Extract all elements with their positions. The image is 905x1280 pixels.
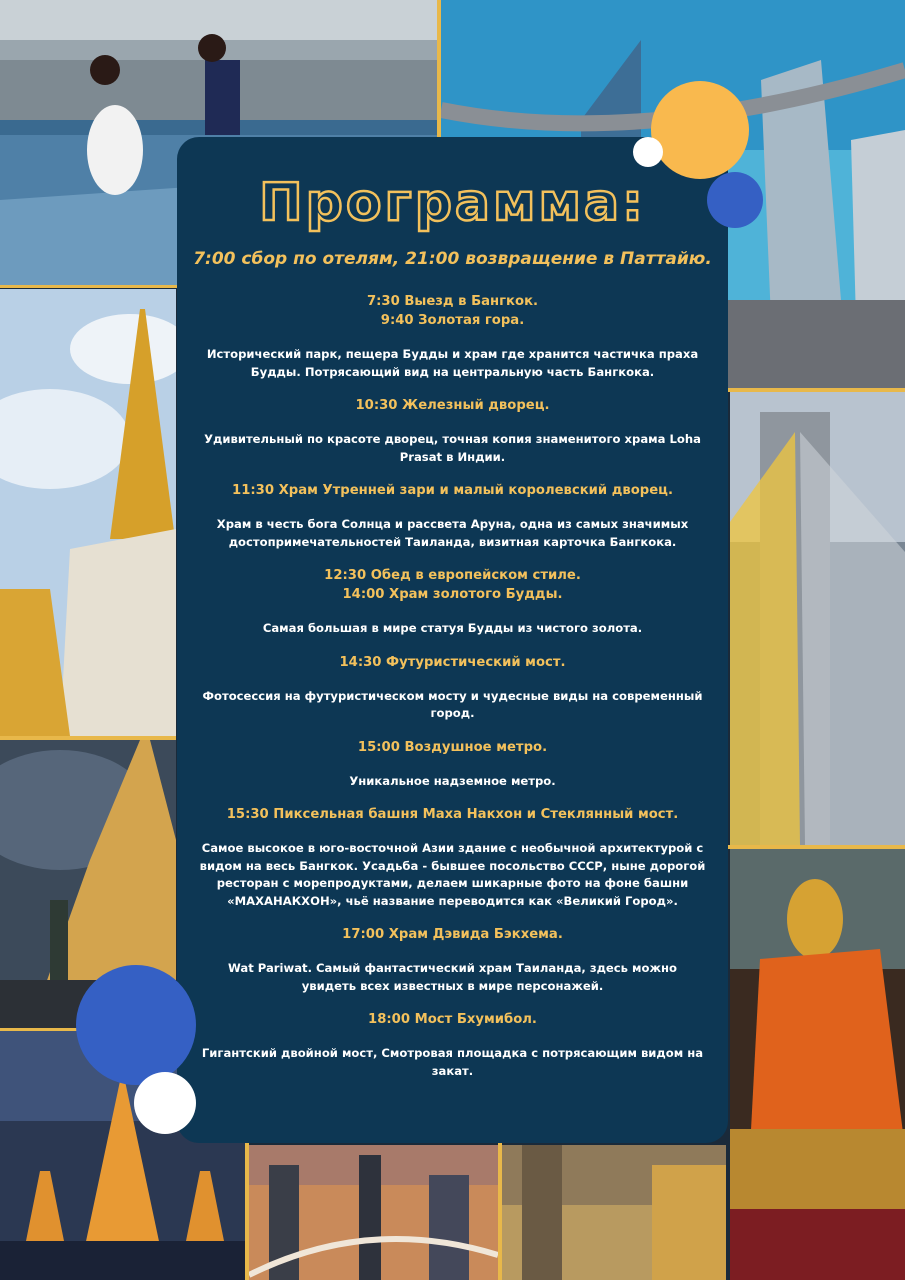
decor-circle-blue-large xyxy=(76,965,196,1085)
program-item-description: Самая большая в мире статуя Будды из чистого золота. xyxy=(262,621,643,635)
decor-circle-white-large xyxy=(134,1072,196,1134)
program-item xyxy=(199,481,706,551)
photo-golden-temple-spire xyxy=(0,289,176,736)
decor-circle-orange xyxy=(651,81,749,179)
program-item xyxy=(199,925,706,995)
program-item-heading: 11:30 Храм Утренней зари и малый королевский дворец. xyxy=(232,483,673,498)
program-item-description: Фотосессия на футуристическом мосту и чудесные виды на современный город. xyxy=(202,688,703,720)
program-item-heading: 15:30 Пиксельная башня Маха Накхон и Стеклянный мост. xyxy=(226,807,679,822)
program-item-heading: 12:30 Обед в европейском стиле. 14:00 Храм золотого Будды. xyxy=(324,568,581,602)
program-item xyxy=(199,738,706,791)
program-item xyxy=(199,396,706,466)
program-item xyxy=(199,805,706,910)
decor-circle-blue-small xyxy=(707,172,763,228)
program-item-description: Wat Pariwat. Самый фантастический храм Таиланда, здесь можно увидеть всех известных в мире персонажей. xyxy=(228,961,677,993)
program-item-description: Храм в честь бога Солнца и рассвета Аруна, одна из самых значимых достопримечательностей Таиланда, визитная карточка Бангкока. xyxy=(216,517,689,549)
program-item-description: Самое высокое в юго-восточной Азии здание с необычной архитектурой с видом на весь Бангкок. Усадьба - бывшее посольство СССР, ныне дорогой ресторан с морепродуктами, делаем шикарные фото на фоне башни «МАХАНАКХОН», чьё название переводится как «Великий Город». xyxy=(199,841,706,908)
program-item xyxy=(199,566,706,638)
divider-line xyxy=(0,736,176,740)
divider-line xyxy=(498,1140,502,1280)
program-panel xyxy=(177,137,728,1143)
divider-line xyxy=(245,1140,249,1280)
photo-golden-buddha-statue xyxy=(730,849,905,1280)
program-item-description: Удивительный по красоте дворец, точная копия знаменитого храма Loha Prasat в Индии. xyxy=(204,432,701,464)
program-item-heading: 17:00 Храм Дэвида Бэкхема. xyxy=(342,927,563,942)
program-item xyxy=(199,1010,706,1080)
photo-suspension-bridge-aerial xyxy=(730,392,905,845)
program-item-heading: 15:00 Воздушное метро. xyxy=(357,739,548,755)
program-item-heading: 7:30 Выезд в Бангкок. 9:40 Золотая гора. xyxy=(366,294,539,328)
decor-circle-white-small xyxy=(633,137,663,167)
program-item-description: Гигантский двойной мост, Смотровая площадка с потрясающим видом на закат. xyxy=(201,1046,704,1078)
program-item xyxy=(199,292,706,381)
program-item-heading: 14:30 Футуристический мост. xyxy=(339,654,566,670)
photo-temple-interior-gold xyxy=(502,1145,726,1280)
divider-line xyxy=(726,388,905,392)
divider-line xyxy=(726,845,905,849)
program-item xyxy=(199,653,706,723)
program-item-description: Уникальное надземное метро. xyxy=(349,773,556,788)
photo-bangkok-skyline-dusk xyxy=(249,1145,498,1280)
program-item-description: Исторический парк, пещера Будды и храм где хранится частичка праха Будды. Потрясающий вид на центральную часть Бангкока. xyxy=(206,347,699,379)
program-item-heading: 10:30 Железный дворец. xyxy=(355,398,550,413)
program-item-heading: 18:00 Мост Бхумибол. xyxy=(368,1012,537,1027)
page-title: Программа: xyxy=(259,173,646,233)
program-list xyxy=(199,292,706,1095)
page-subtitle: 7:00 сбор по отелям, 21:00 возвращение в Паттайю. xyxy=(193,249,712,269)
